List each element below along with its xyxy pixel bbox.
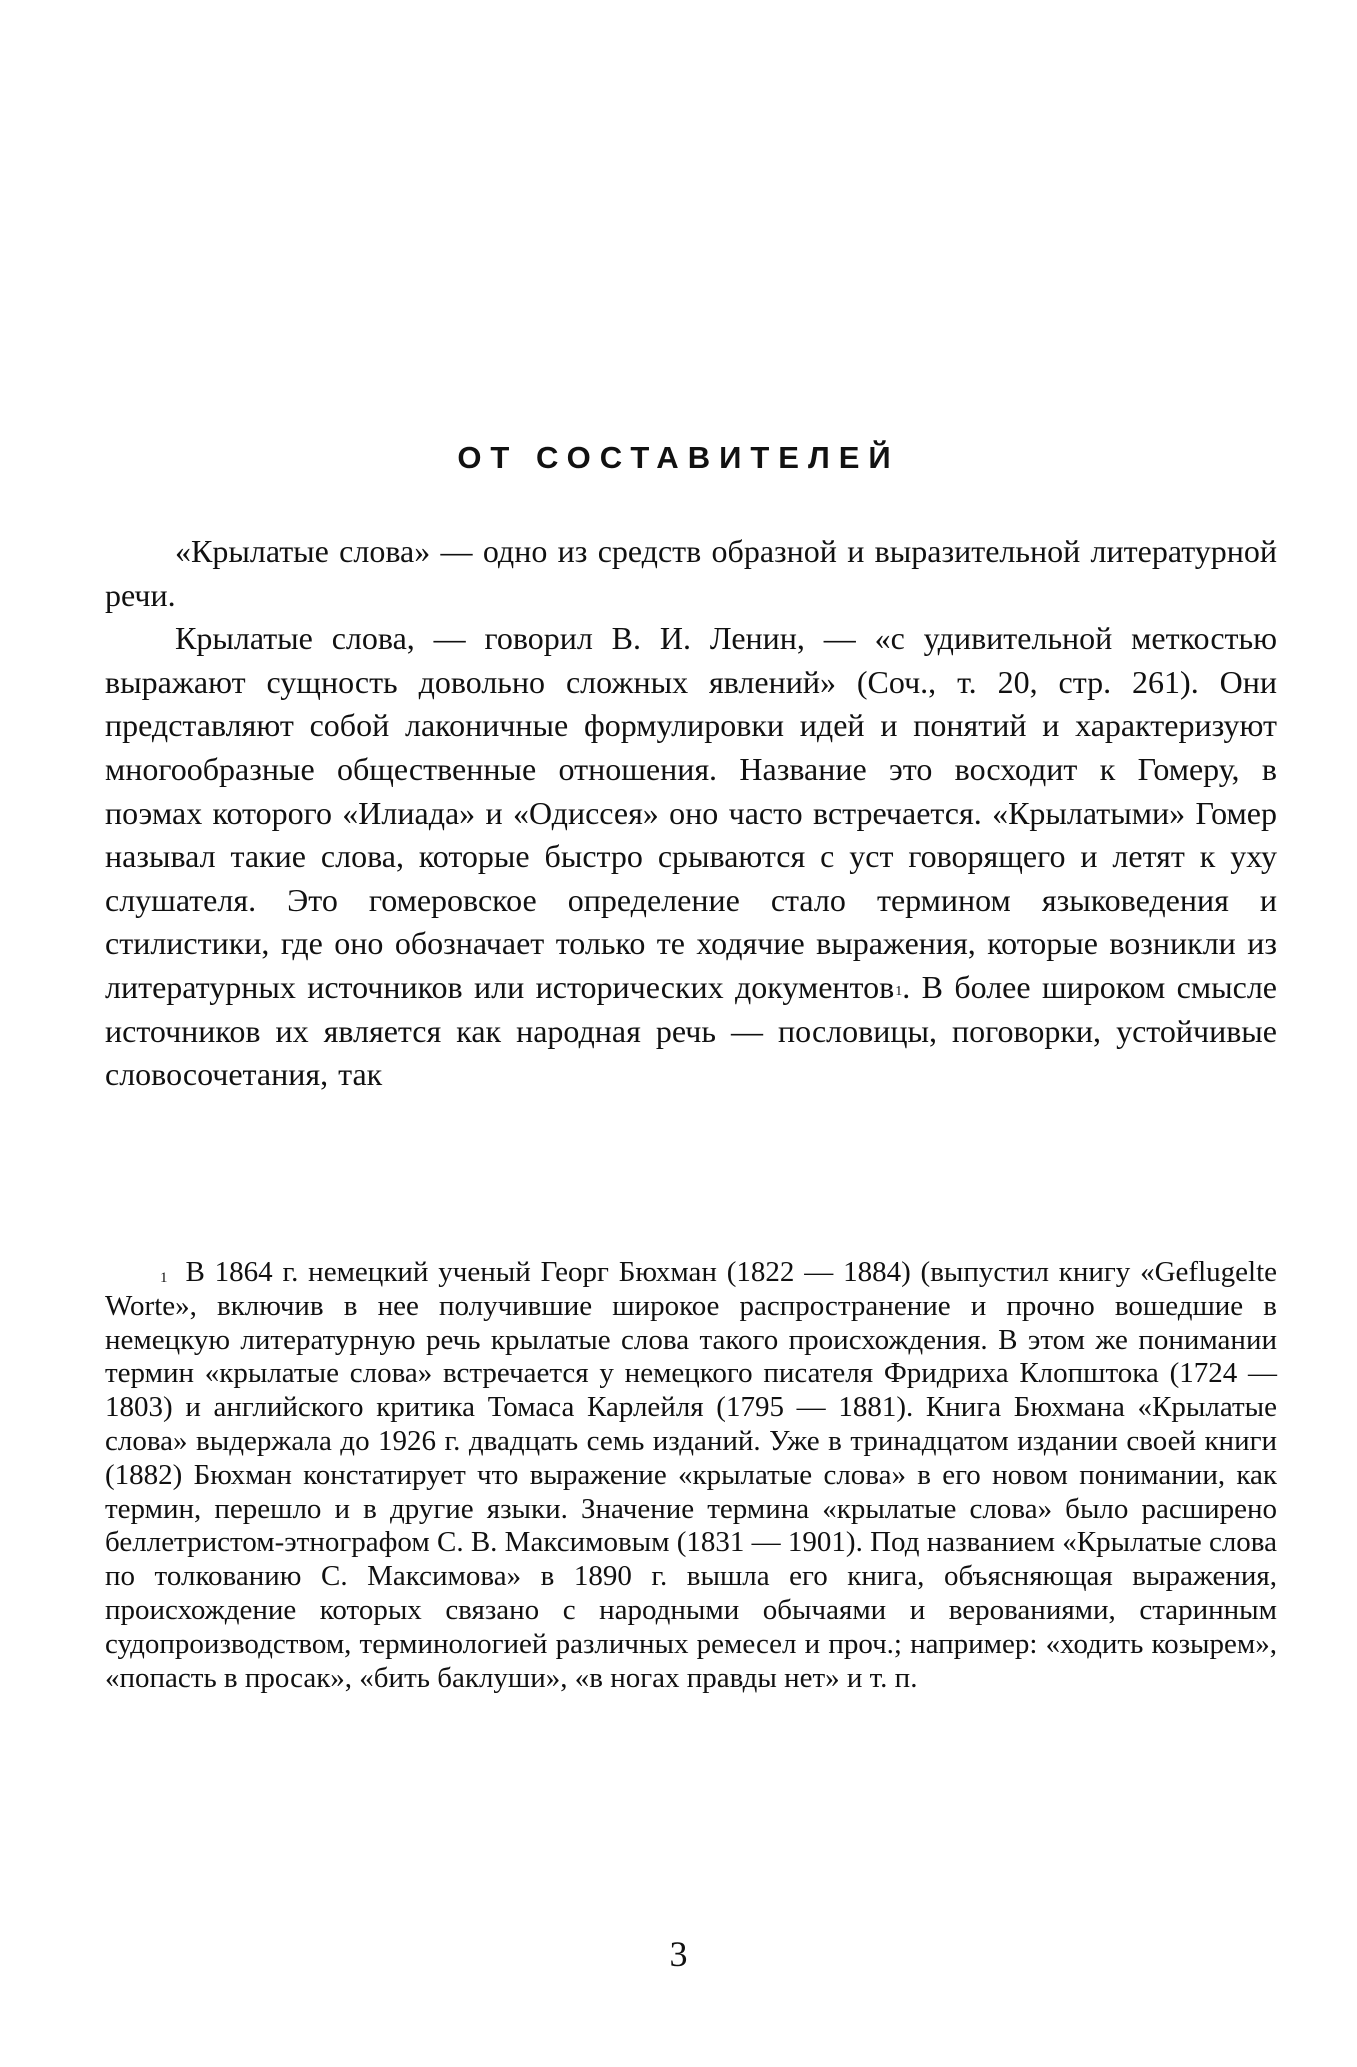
paragraph-2-text: Крылатые слова, — говорил В. И. Ленин, — «с удивительной меткостью выражают сущность довольно сложных явлений» (Соч., т. 20, стр. 261). Они представляют собой лаконичные формулировки идей и понятий и характеризуют многообразные общественные отношения. Название это восходит к Гомеру, в поэмах которого «Илиада» и «Одиссея» оно часто встречается. «Крылатыми» Гомер называл такие слова, которые быстро срываются с уст говорящего и летят к уху слушателя. Это гомеровское определение стало термином языковедения и стилистики, где оно обозначает только те ходячие выражения, которые возникли из литературных источников или исторических документов [105,620,1277,1005]
footnote-body: В 1864 г. немецкий ученый Георг Бюхман (1822 — 1884) (выпустил книгу «Geflugelte Worte», включив в нее получившие широкое распространение и прочно вошедшие в немецкую литературную речь крылатые слова такого происхождения. В этом же понимании термин «крылатые слова» встречается у немецкого писателя Фридриха Клопштока (1724 — 1803) и английского критика Томаса Карлейля (1795 — 1881). Книга Бюхмана «Крылатые слова» выдержала до 1926 г. двадцать семь изданий. Уже в тринадцатом издании своей книги (1882) Бюхман констатирует что выражение «крылатые слова» в его новом понимании, как термин, перешло и в другие языки. Значение термина «крылатые слова» было расширено беллетристом-этнографом С. В. Максимовым (1831 — 1901). Под названием «Крылатые слова по толкованию С. Максимова» в 1890 г. вышла его книга, объясняющая выражения, происхождение которых связано с народными обычаями и верованиями, старинным судопроизводством, терминологией различных ремесел и проч.; например: «ходить козырем», «попасть в просак», «бить баклуши», «в ногах правды нет» и т. п. [105,1256,1277,1694]
page-number: 3 [669,1934,688,1974]
footnote-reference[interactable]: 1 [895,983,903,999]
footnote-paragraph [105,1256,1277,1695]
footnote-mark: 1 [160,1270,168,1286]
paragraph-2-text-continued: . В более широком смысле источников их является как народная речь — пословицы, поговорки, устойчивые словосочетания, так [105,968,1278,1093]
footnote [105,1256,1277,1695]
paragraph-1-text: «Крылатые слова» — одно из средств образной и выразительной литературной речи. [105,533,1277,613]
paragraph-1 [105,530,1277,617]
page-title: ОТ СОСТАВИТЕЛЕЙ [457,440,900,475]
paragraph-2 [105,617,1277,1097]
main-text [105,530,1277,1097]
